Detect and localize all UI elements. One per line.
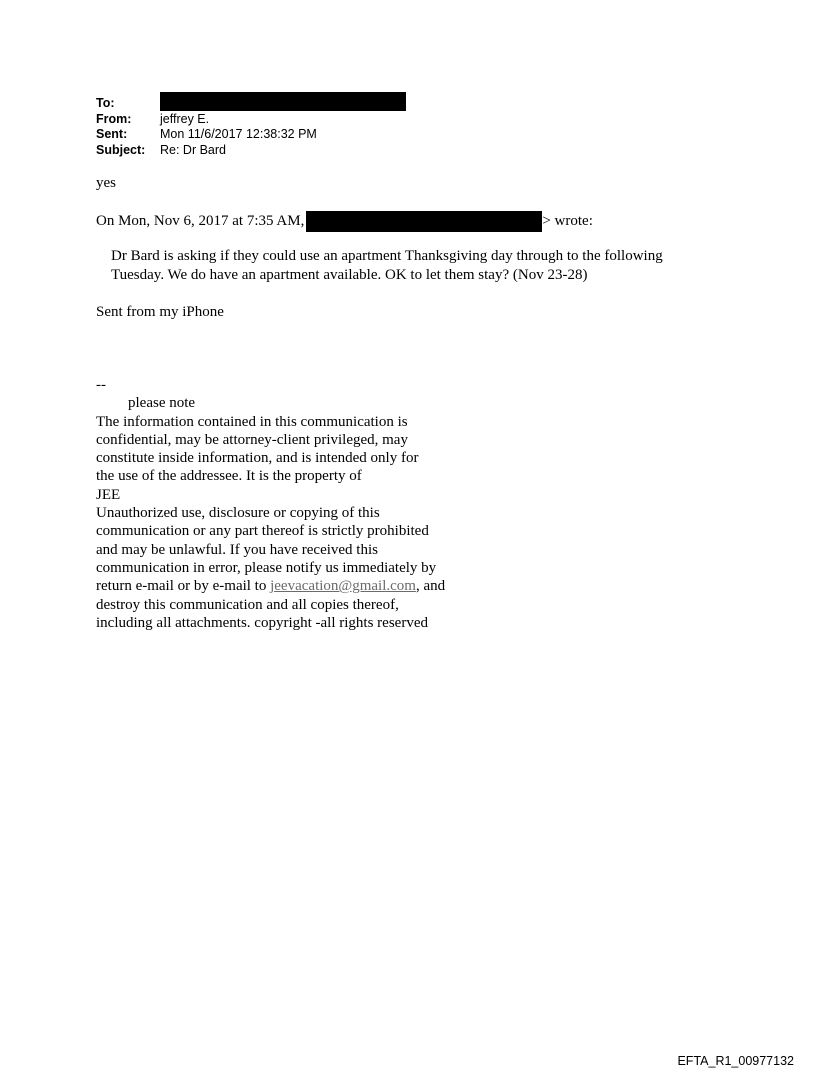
sent-value: Mon 11/6/2017 12:38:32 PM [160,127,317,141]
attribution-suffix: > wrote: [542,213,593,229]
subject-label: Subject: [96,142,146,157]
footer-note: please note [128,395,196,412]
footer-line: communication in error, please notify us immediately by [96,559,437,576]
footer-separator: -- [96,377,106,393]
document-id: EFTA_R1_00977132 [677,1054,794,1068]
footer-line: confidential, may be attorney-client privileged, may [96,431,408,448]
to-label: To: [96,96,115,110]
confidentiality-footer [96,376,445,632]
email-link[interactable]: jeevacation@gmail.com [270,578,416,595]
signature: Sent from my iPhone [96,304,224,320]
sent-row [96,127,406,143]
quoted-line: Tuesday. We do have an apartment available. OK to let them stay? (Nov 23-28) [111,267,588,283]
footer-line: and may be unlawful. If you have received this [96,541,378,558]
footer-line: the use of the addressee. It is the property of [96,468,362,485]
quoted-message [111,247,663,285]
attribution-prefix: On Mon, Nov 6, 2017 at 7:35 AM, [96,213,305,229]
from-value: jeffrey E. [160,111,210,126]
footer-line: The information contained in this communication is [96,413,408,430]
from-label: From: [96,111,132,126]
footer-email-line [96,577,445,595]
email-header [96,96,406,158]
reply-text: yes [96,175,116,191]
subject-row [96,143,406,159]
footer-line: destroy this communication and all copies thereof, [96,596,399,613]
subject-value: Re: Dr Bard [160,142,226,157]
redacted-sender [306,211,542,232]
email-line-prefix: return e-mail or by e-mail to [96,578,271,595]
footer-line: constitute inside information, and is intended only for [96,450,419,467]
footer-line: including all attachments. copyright -all rights reserved [96,614,428,631]
quoted-line: Dr Bard is asking if they could use an apartment Thanksgiving day through to the following [111,248,663,264]
quote-attribution [96,211,593,232]
email-line-suffix: , and [415,578,446,595]
footer-line: JEE [96,486,121,503]
sent-label: Sent: [96,127,128,141]
from-row [96,112,406,128]
redacted-recipient [160,92,406,111]
to-row [96,96,406,112]
footer-line: Unauthorized use, disclosure or copying of this [96,505,380,522]
footer-line: communication or any part thereof is strictly prohibited [96,523,429,540]
